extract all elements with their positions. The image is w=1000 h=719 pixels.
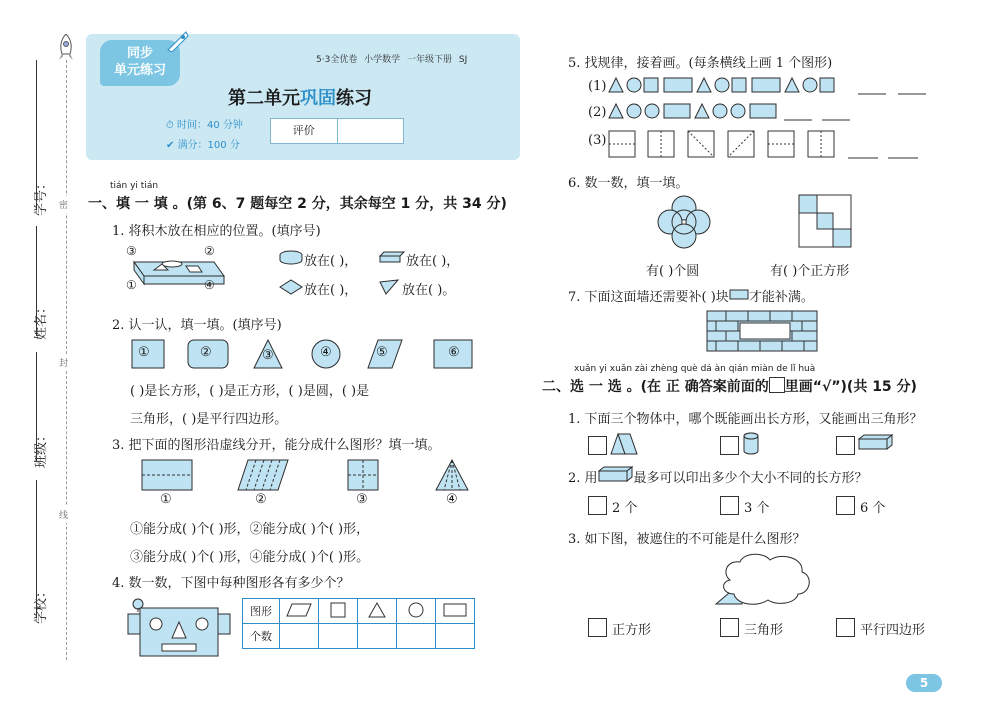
q5-row-label: (3) bbox=[588, 133, 607, 148]
q5-row-label: (2) bbox=[588, 105, 607, 120]
triangular-prism-icon bbox=[610, 432, 638, 456]
q2-num: ① bbox=[138, 345, 150, 360]
section2-title-a: 二、选 一 选 。(在 正 确答案前面的 bbox=[542, 379, 769, 395]
circle-icon bbox=[397, 599, 436, 624]
q5-pattern-1 bbox=[608, 76, 938, 98]
q3-text: 3. 把下面的图形沿虚线分开，能分成什么图形？填一填。 bbox=[112, 438, 441, 453]
q7-text-b: 才能补满。 bbox=[748, 290, 814, 305]
s2q3-option-b-label: 三角形 bbox=[744, 623, 784, 638]
q6-text: 6. 数一数，填一填。 bbox=[568, 176, 689, 191]
q6-answer-a[interactable]: 有( )个圆 bbox=[646, 264, 700, 279]
answer-cell[interactable] bbox=[436, 624, 475, 649]
seal-char: 封 bbox=[59, 354, 68, 371]
evaluation-field[interactable] bbox=[338, 119, 404, 143]
s2q2-option-c-label: 6 个 bbox=[860, 501, 886, 516]
q1-blank[interactable]: 放在( )。 bbox=[402, 283, 456, 298]
q7-text-a[interactable]: 7. 下面这面墙还需要补( )块 bbox=[568, 290, 729, 305]
name-label: 姓名： bbox=[34, 300, 49, 340]
name-line bbox=[36, 226, 37, 336]
answer-cell[interactable] bbox=[319, 624, 358, 649]
time-text: 时间：40 分钟 bbox=[176, 120, 243, 131]
q3-line1[interactable]: ①能分成( )个( )形，②能分成( )个( )形， bbox=[130, 522, 370, 537]
s2q2-text-b: 最多可以印出多少个大小不同的长方形？ bbox=[633, 471, 868, 486]
cuboid-icon bbox=[858, 434, 894, 452]
row-label: 图形 bbox=[243, 599, 280, 624]
page-title bbox=[0, 84, 600, 110]
evaluation-box bbox=[270, 118, 404, 144]
robot-figure bbox=[126, 598, 232, 658]
q2-num: ⑤ bbox=[376, 345, 388, 360]
square-icon bbox=[319, 599, 358, 624]
s2q3-option-c-label: 平行四边形 bbox=[860, 623, 926, 638]
answer-cell[interactable] bbox=[280, 624, 319, 649]
parallelogram-icon bbox=[280, 599, 319, 624]
q1-text: 1. 将积木放在相应的位置。(填序号) bbox=[112, 224, 321, 239]
q7-brick-wall bbox=[706, 310, 818, 352]
class-line bbox=[36, 352, 37, 462]
seal-char: 线 bbox=[59, 506, 68, 523]
q3-num: ① bbox=[160, 492, 172, 507]
student-id-line bbox=[36, 60, 37, 210]
q2-text: 2. 认一认，填一填。(填序号) bbox=[112, 318, 282, 333]
cloud-covered-shape bbox=[712, 552, 816, 608]
student-id-label: 学号： bbox=[34, 176, 49, 216]
q4-table bbox=[242, 598, 475, 649]
title-part: 第二单元 bbox=[228, 88, 300, 109]
q1-label: ② bbox=[204, 244, 215, 258]
triangle-block-icon bbox=[378, 278, 402, 296]
q5-pattern-2 bbox=[608, 102, 908, 124]
brick-icon bbox=[729, 289, 749, 301]
answer-cell[interactable] bbox=[358, 624, 397, 649]
score-text: 满分：100 分 bbox=[177, 140, 240, 151]
page-number: 5 bbox=[906, 674, 942, 692]
section1-pinyin: tián yi tián bbox=[110, 181, 159, 191]
evaluation-label: 评价 bbox=[271, 119, 338, 143]
q5-text: 5. 找规律，接着画。(每条横线上画 1 个图形) bbox=[568, 56, 833, 71]
s2q2-option-b-checkbox[interactable] bbox=[720, 496, 739, 515]
q1-blank[interactable]: 放在( )， bbox=[304, 283, 358, 298]
q2-num: ③ bbox=[262, 348, 274, 363]
q6-circles-figure bbox=[654, 194, 714, 250]
q1-label: ③ bbox=[126, 244, 137, 258]
s2q3-option-c-checkbox[interactable] bbox=[836, 618, 855, 637]
q3-shapes bbox=[140, 458, 480, 494]
cylinder-block-icon bbox=[278, 250, 304, 266]
checkbox-icon bbox=[769, 377, 785, 393]
seal-char: 密 bbox=[59, 196, 68, 213]
q5-row-label: (1) bbox=[588, 79, 607, 94]
answer-cell[interactable] bbox=[397, 624, 436, 649]
q3-line2[interactable]: ③能分成( )个( )形，④能分成( )个( )形。 bbox=[130, 550, 370, 565]
rocket-decoration-icon bbox=[166, 30, 190, 56]
s2q3-option-a-label: 正方形 bbox=[612, 623, 652, 638]
s2q2-option-c-checkbox[interactable] bbox=[836, 496, 855, 515]
triangle-icon bbox=[358, 599, 397, 624]
section2-title bbox=[542, 376, 917, 396]
q1-block-board bbox=[124, 244, 234, 296]
s2q2-option-b-label: 3 个 bbox=[744, 501, 770, 516]
cuboid-icon bbox=[598, 466, 634, 482]
school-line bbox=[36, 480, 37, 618]
q4-text: 4. 数一数，下图中每种图形各有多少个？ bbox=[112, 576, 350, 591]
check-icon: ✔ bbox=[166, 140, 178, 151]
s2q2-option-a-label: 2 个 bbox=[612, 501, 638, 516]
score-info bbox=[166, 136, 240, 151]
row-label: 个数 bbox=[243, 624, 280, 649]
q2-line2[interactable]: 三角形，( )是平行四边形。 bbox=[130, 412, 288, 427]
section2-pinyin: xuǎn yi xuǎn zài zhèng què dá àn qián miàn de lǐ huà bbox=[574, 364, 816, 374]
s2q3-text: 3. 如下图，被遮住的不可能是什么图形？ bbox=[568, 532, 806, 547]
q3-num: ② bbox=[255, 492, 267, 507]
q2-num: ② bbox=[200, 345, 212, 360]
s2q3-option-b-checkbox[interactable] bbox=[720, 618, 739, 637]
clock-icon: ⏱ bbox=[166, 120, 177, 131]
badge-line2: 单元练习 bbox=[113, 63, 166, 78]
section1-title: 一、填 一 填 。(第 6、7 题每空 2 分，其余每空 1 分，共 34 分) bbox=[88, 196, 507, 212]
class-label: 班级： bbox=[34, 428, 49, 468]
s2q3-option-a-checkbox[interactable] bbox=[588, 618, 607, 637]
cylinder-icon bbox=[742, 432, 760, 456]
q3-num: ③ bbox=[356, 492, 368, 507]
school-label: 学校： bbox=[34, 584, 49, 624]
rectangle-icon bbox=[436, 599, 475, 624]
title-highlight: 巩固 bbox=[300, 88, 336, 109]
section2-title-b: 里画“√”)(共 15 分) bbox=[784, 379, 917, 395]
q1-label: ④ bbox=[204, 278, 215, 292]
q1-label: ① bbox=[126, 278, 137, 292]
q5-pattern-3 bbox=[608, 130, 928, 162]
q2-line1[interactable]: ( )是长方形，( )是正方形，( )是圆，( )是 bbox=[130, 384, 370, 399]
q6-squares-figure bbox=[798, 194, 854, 250]
q2-shapes bbox=[130, 338, 480, 370]
square-block-icon bbox=[278, 278, 304, 296]
q3-num: ④ bbox=[446, 492, 458, 507]
time-info bbox=[166, 116, 243, 131]
q1-blank[interactable]: 放在( )， bbox=[304, 254, 358, 269]
badge-line1: 同步 bbox=[126, 46, 153, 61]
q2-num: ⑥ bbox=[448, 345, 460, 360]
title-part: 练习 bbox=[336, 88, 372, 109]
s2q2-text-a: 2. 用 bbox=[568, 471, 598, 486]
s2q1-text: 1. 下面三个物体中，哪个既能画出长方形，又能画出三角形？ bbox=[568, 412, 923, 427]
book-meta: 5·3全优卷 小学数学 一年级下册 SJ bbox=[316, 55, 468, 65]
q2-num: ④ bbox=[320, 345, 332, 360]
q7-text bbox=[568, 286, 814, 305]
s2q1-option-a-checkbox[interactable] bbox=[588, 436, 607, 455]
s2q1-option-c-checkbox[interactable] bbox=[836, 436, 855, 455]
q1-blank[interactable]: 放在( )， bbox=[406, 254, 460, 269]
q6-answer-b[interactable]: 有( )个正方形 bbox=[770, 264, 850, 279]
s2q1-option-b-checkbox[interactable] bbox=[720, 436, 739, 455]
s2q2-option-a-checkbox[interactable] bbox=[588, 496, 607, 515]
s2q2-text bbox=[568, 466, 868, 486]
flat-cuboid-block-icon bbox=[378, 250, 406, 266]
